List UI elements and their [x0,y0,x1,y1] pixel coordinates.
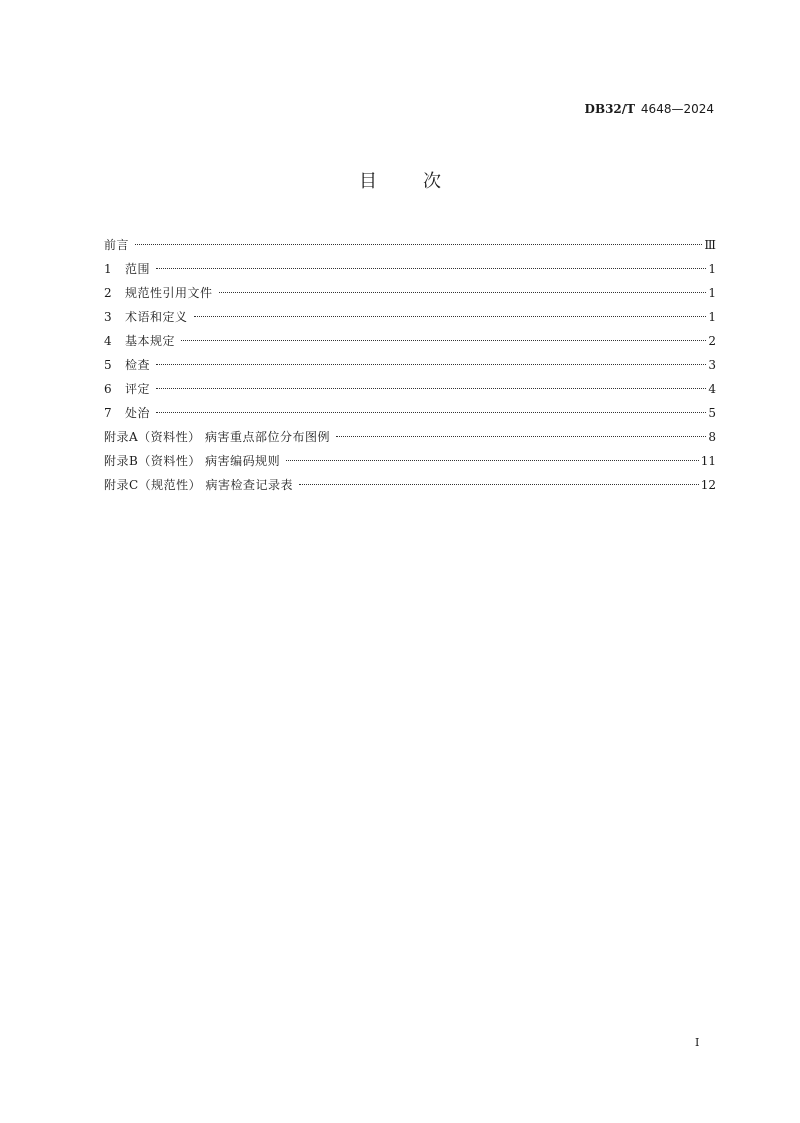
toc-entry[interactable] [104,331,716,355]
toc-entry-label: 评定 [125,382,151,396]
toc-entry-label: 检查 [125,358,151,372]
toc-entry-page: 8 [708,430,716,444]
toc-dot-leader [286,459,699,461]
toc-entry[interactable] [104,451,716,475]
toc-dot-leader [336,435,706,437]
toc-entry[interactable] [104,235,716,259]
toc-entry[interactable] [104,403,716,427]
toc-entry-number: 7 [104,406,112,420]
toc-entry[interactable] [104,283,716,307]
toc-entry[interactable] [104,307,716,331]
toc-entry-number: 6 [104,382,112,396]
toc-entry-label: 附录C（规范性） 病害检查记录表 [104,478,293,492]
toc-title: 目次 [359,171,487,192]
page-number: I [695,1036,700,1049]
toc-entry-page: 5 [708,406,716,420]
toc-entry-page: 2 [708,334,716,348]
toc-entry[interactable] [104,355,716,379]
toc-dot-leader [135,243,702,245]
toc-entry-page: Ⅲ [704,238,716,252]
toc-entry-number: 5 [104,358,112,372]
toc-dot-leader [194,315,707,317]
toc-entry[interactable] [104,427,716,451]
toc-entry-label: 术语和定义 [125,310,188,324]
table-of-contents [104,235,716,499]
toc-dot-leader [156,267,706,269]
toc-entry-label: 前言 [104,238,130,252]
toc-entry-label: 处治 [125,406,151,420]
toc-dot-leader [181,339,706,341]
standard-code-number: 4648—2024 [640,102,714,116]
toc-dot-leader [156,363,706,365]
standard-code [585,101,714,117]
toc-entry-label: 附录A（资料性） 病害重点部位分布图例 [104,430,330,444]
toc-entry-label: 基本规定 [125,334,176,348]
toc-entry[interactable] [104,379,716,403]
toc-dot-leader [299,483,699,485]
toc-entry-page: 1 [708,310,716,324]
toc-dot-leader [156,387,706,389]
toc-entry-page: 3 [708,358,716,372]
toc-entry[interactable] [104,475,716,499]
toc-entry-page: 12 [700,478,716,492]
toc-dot-leader [219,291,707,293]
toc-entry-label: 范围 [125,262,151,276]
toc-entry-number: 2 [104,286,112,300]
toc-entry-number: 4 [104,334,112,348]
toc-entry-page: 1 [708,286,716,300]
toc-entry-number: 1 [104,262,112,276]
toc-entry[interactable] [104,259,716,283]
toc-entry-page: 1 [708,262,716,276]
toc-entry-number: 3 [104,310,112,324]
toc-dot-leader [156,411,706,413]
standard-code-prefix: DB32/T [584,102,636,116]
toc-entry-label: 附录B（资料性） 病害编码规则 [104,454,281,468]
toc-entry-page: 4 [708,382,716,396]
toc-entry-page: 11 [700,454,716,468]
toc-entry-label: 规范性引用文件 [125,286,213,300]
